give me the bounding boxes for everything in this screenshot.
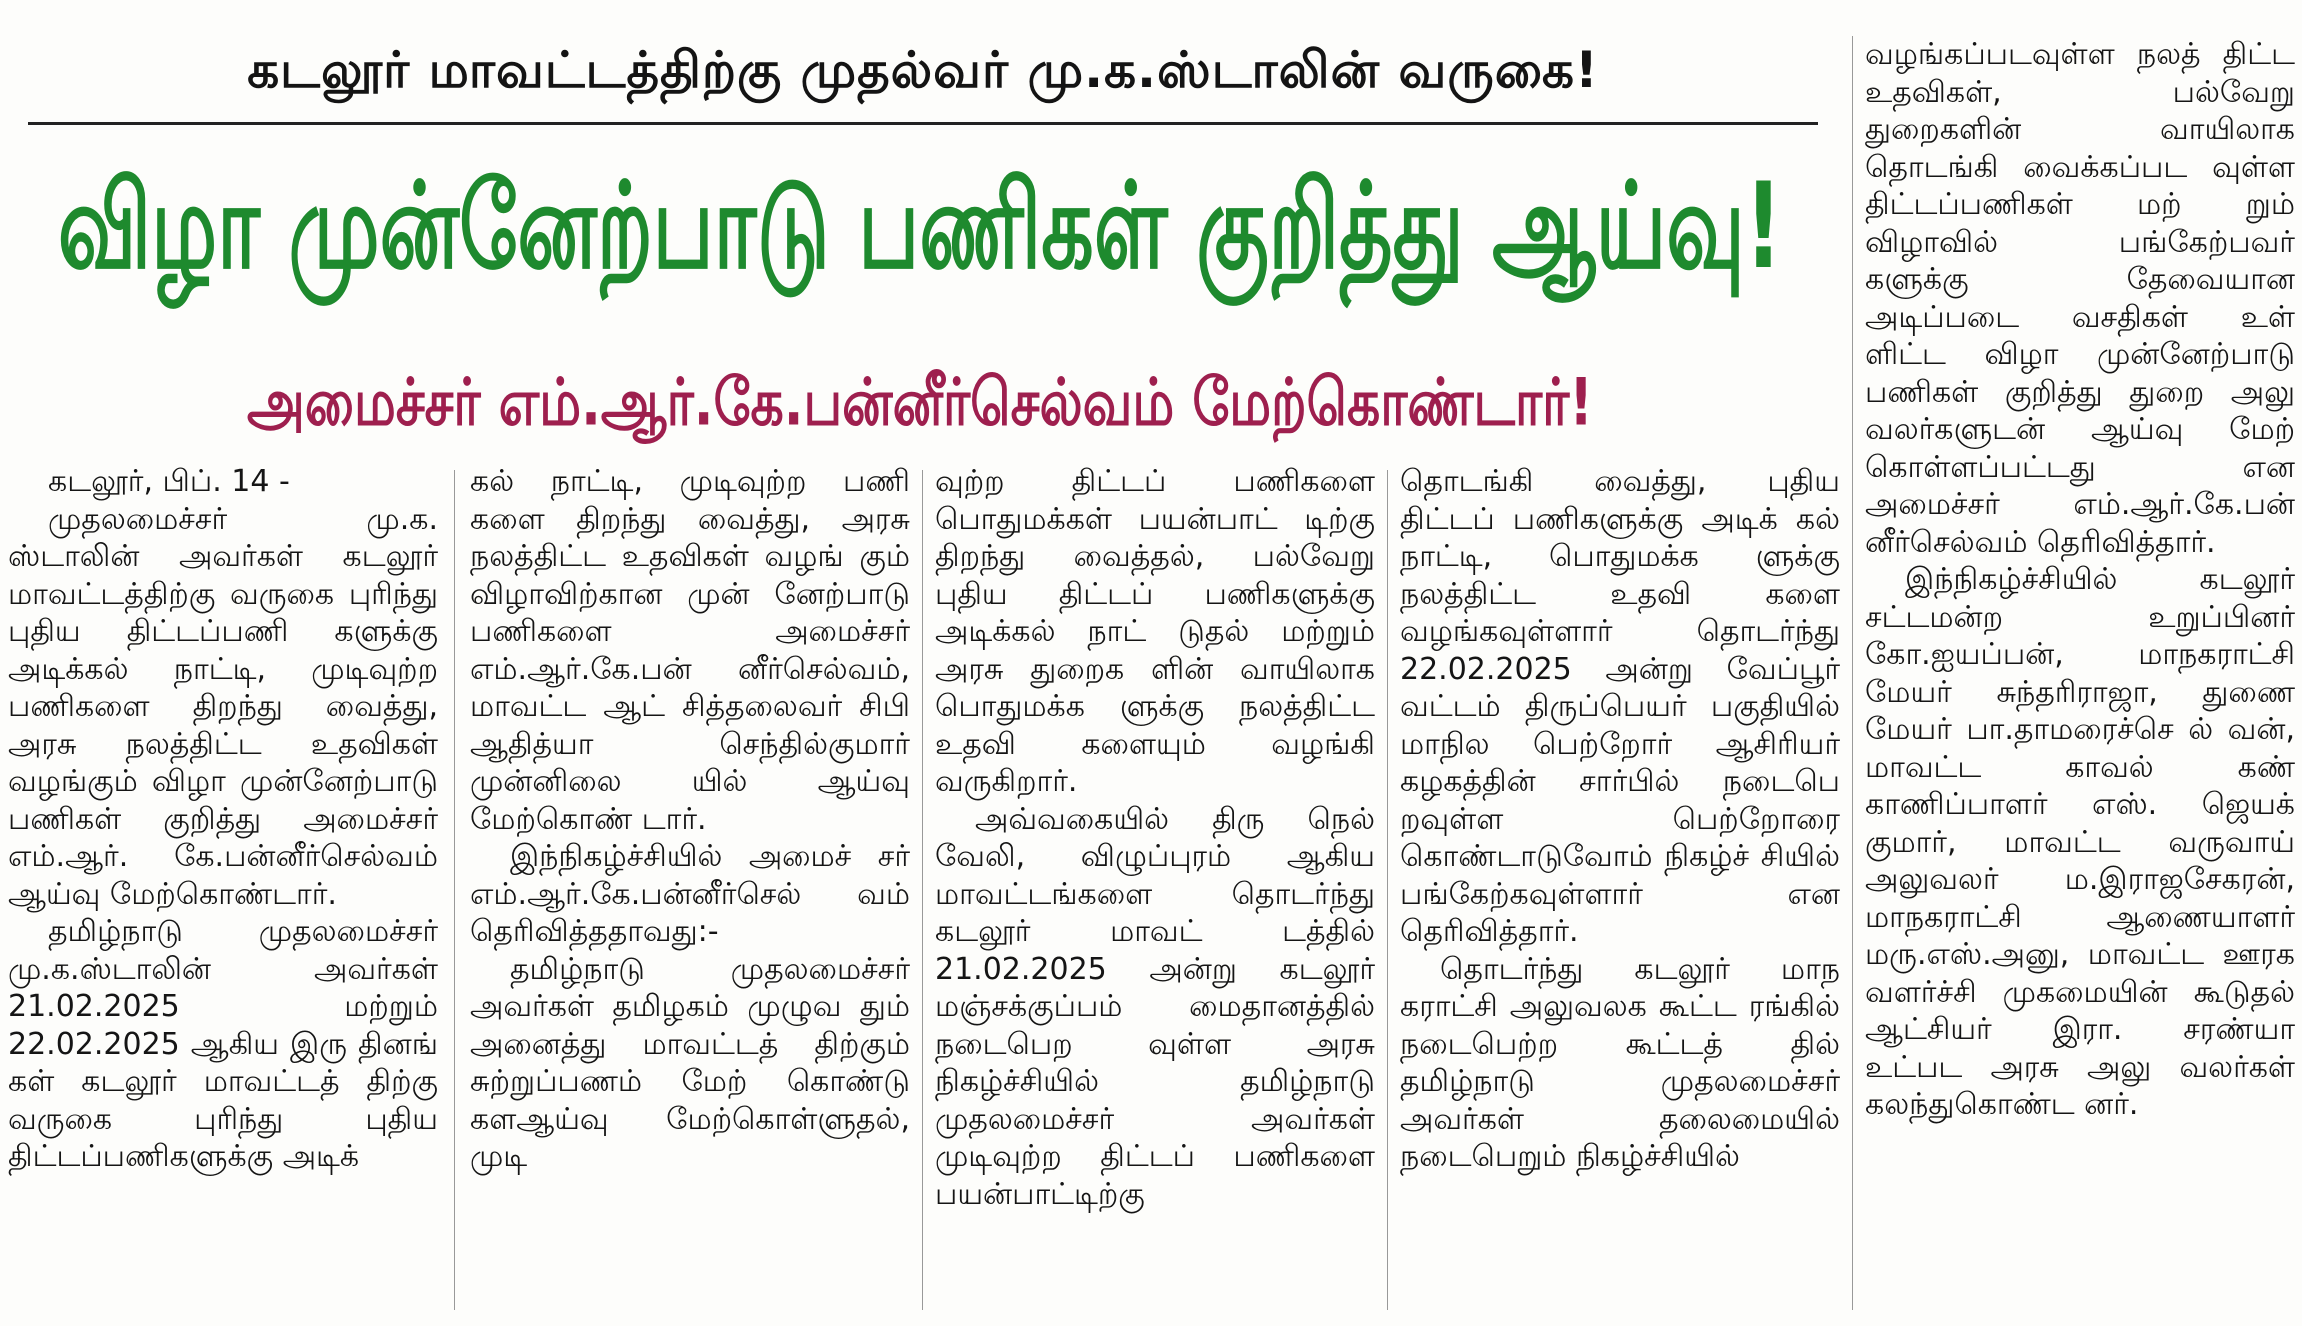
- paragraph: முதலமைச்சர் மு.க. ஸ்டாலின் அவர்கள் கடலூர் மாவட்டத்திற்கு வருகை புரிந்து புதிய திட்டப்பணி களுக்கு அடிக்கல் நாட்டி, முடிவுற்ற பணிகளை திறந்து வைத்து, அரசு நலத்திட்ட உதவிகள் வழங்கும் விழா முன்னேற்பாடு பணிகள் குறித்து அமைச்சர் எம்.ஆர். கே.பன்னீர்செல்வம் ஆய்வு மேற்கொண்டார்.: [8, 501, 438, 912]
- paragraph: அவ்வகையில் திரு நெல் வேலி, விழுப்புரம் ஆகிய மாவட்டங்களை தொடர்ந்து கடலூர் மாவட் டத்தில் 21.02.2025 அன்று கடலூர் மஞ்சக்குப்பம் மைதானத்தில் நடைபெற வுள்ள அரசு நிகழ்ச்சியில் தமிழ்நாடு முதலமைச்சர் அவர்கள் முடிவுற்ற திட்டப் பணிகளை பயன்பாட்டிற்கு: [935, 801, 1375, 1212]
- article-column-4: [1400, 463, 1840, 1313]
- column-divider: [922, 470, 923, 1310]
- sub-headline: அமைச்சர் எம்.ஆர்.கே.பன்னீர்செல்வம் மேற்கொண்டார்!: [246, 365, 1593, 441]
- paragraph: வழங்கப்படவுள்ள நலத் திட்ட உதவிகள், பல்வேறு துறைகளின் வாயிலாக தொடங்கி வைக்கப்பட வுள்ள திட்டப்பணிகள் மற் றும் விழாவில் பங்கேற்பவர் களுக்கு தேவையான அடிப்படை வசதிகள் உள் ளிட்ட விழா முன்னேற்பாடு பணிகள் குறித்து துறை அலு வலர்களுடன் ஆய்வு மேற் கொள்ளப்பட்டது என அமைச்சர் எம்.ஆர்.கே.பன் னீர்செல்வம் தெரிவித்தார்.: [1865, 37, 2295, 560]
- main-headline: விழா முன்னேற்பாடு பணிகள் குறித்து ஆய்வு!: [57, 158, 1783, 296]
- paragraph: [8, 463, 438, 501]
- paragraph: தொடர்ந்து கடலூர் மாந கராட்சி அலுவலக கூட்ட ரங்கில் நடைபெற்ற கூட்டத் தில் தமிழ்நாடு முதலமைச்சர் அவர்கள் தலைமையில் நடைபெறும் நிகழ்ச்சியில்: [1400, 951, 1840, 1174]
- column-divider: [1387, 470, 1388, 1310]
- paragraph: வுற்ற திட்டப் பணிகளை பொதுமக்கள் பயன்பாட் டிற்கு திறந்து வைத்தல், பல்வேறு புதிய திட்டப் பணிகளுக்கு அடிக்கல் நாட் டுதல் மற்றும் அரசு துறைக ளின் வாயிலாக பொதுமக்க ளுக்கு நலத்திட்ட உதவி களையும் வழங்கி வருகிறார்.: [935, 464, 1375, 799]
- article-column-5: [1865, 36, 2295, 1316]
- paragraph: தமிழ்நாடு முதலமைச்சர் மு.க.ஸ்டாலின் அவர்கள் 21.02.2025 மற்றும் 22.02.2025 ஆகிய இரு தினங் கள் கடலூர் மாவட்டத் திற்கு வருகை புரிந்து புதிய திட்டப்பணிகளுக்கு அடிக்: [8, 914, 438, 1174]
- paragraph: இந்நிகழ்ச்சியில் அமைச் சர் எம்.ஆர்.கே.பன்னீர்செல் வம் தெரிவித்ததாவது:-: [470, 839, 910, 949]
- paragraph: கல் நாட்டி, முடிவுற்ற பணி களை திறந்து வைத்து, அரசு நலத்திட்ட உதவிகள் வழங் கும் விழாவிற்கான முன் னேற்பாடு பணிகளை அமைச்சர் எம்.ஆர்.கே.பன் னீர்செல்வம், மாவட்ட ஆட் சித்தலைவர் சிபி ஆதித்யா செந்தில்குமார் முன்னிலை யில் ஆய்வு மேற்கொண் டார்.: [470, 464, 910, 837]
- paragraph: தமிழ்நாடு முதலமைச்சர் அவர்கள் தமிழகம் முழுவ தும் அனைத்து மாவட்டத் திற்கும் சுற்றுப்பணம் மேற் கொண்டு களஆய்வு மேற்கொள்ளுதல், முடி: [470, 951, 910, 1174]
- dateline: கடலூர், பிப். 14 -: [48, 464, 290, 499]
- article-column-1: [8, 463, 438, 1313]
- column-divider: [1852, 36, 1853, 1310]
- article-column-3: [935, 463, 1375, 1313]
- column-divider: [454, 470, 455, 1310]
- article-column-2: [470, 463, 910, 1313]
- paragraph: தொடங்கி வைத்து, புதிய திட்டப் பணிகளுக்கு அடிக் கல் நாட்டி, பொதுமக்க ளுக்கு நலத்திட்ட உதவி களை வழங்கவுள்ளார் தொடர்ந்து 22.02.2025 அன்று வேப்பூர் வட்டம் திருப்பெயர் பகுதியில் மாநில பெற்றோர் ஆசிரியர் கழகத்தின் சார்பில் நடைபெ றவுள்ள பெற்றோரை கொண்டாடுவோம் நிகழ்ச் சியில் பங்கேற்கவுள்ளார் என தெரிவித்தார்.: [1400, 464, 1840, 949]
- kicker-headline: கடலூர் மாவட்டத்திற்கு முதல்வர் மு.க.ஸ்டாலின் வருகை!: [247, 41, 1599, 99]
- paragraph: இந்நிகழ்ச்சியில் கடலூர் சட்டமன்ற உறுப்பினர் கோ.ஐயப்பன், மாநகராட்சி மேயர் சுந்தரிராஜா, துணை மேயர் பா.தாமரைச்செ ல் வன், மாவட்ட காவல் கண் காணிப்பாளர் எஸ். ஜெயக் குமார், மாவட்ட வருவாய் அலுவலர் ம.இராஜசேகரன், மாநகராட்சி ஆணையாளர் மரு.எஸ்.அனு, மாவட்ட ஊரக வளர்ச்சி முகமையின் கூடுதல் ஆட்சியர் இரா. சரண்யா உட்பட அரசு அலு வலர்கள் கலந்துகொண்ட னர்.: [1865, 562, 2295, 1122]
